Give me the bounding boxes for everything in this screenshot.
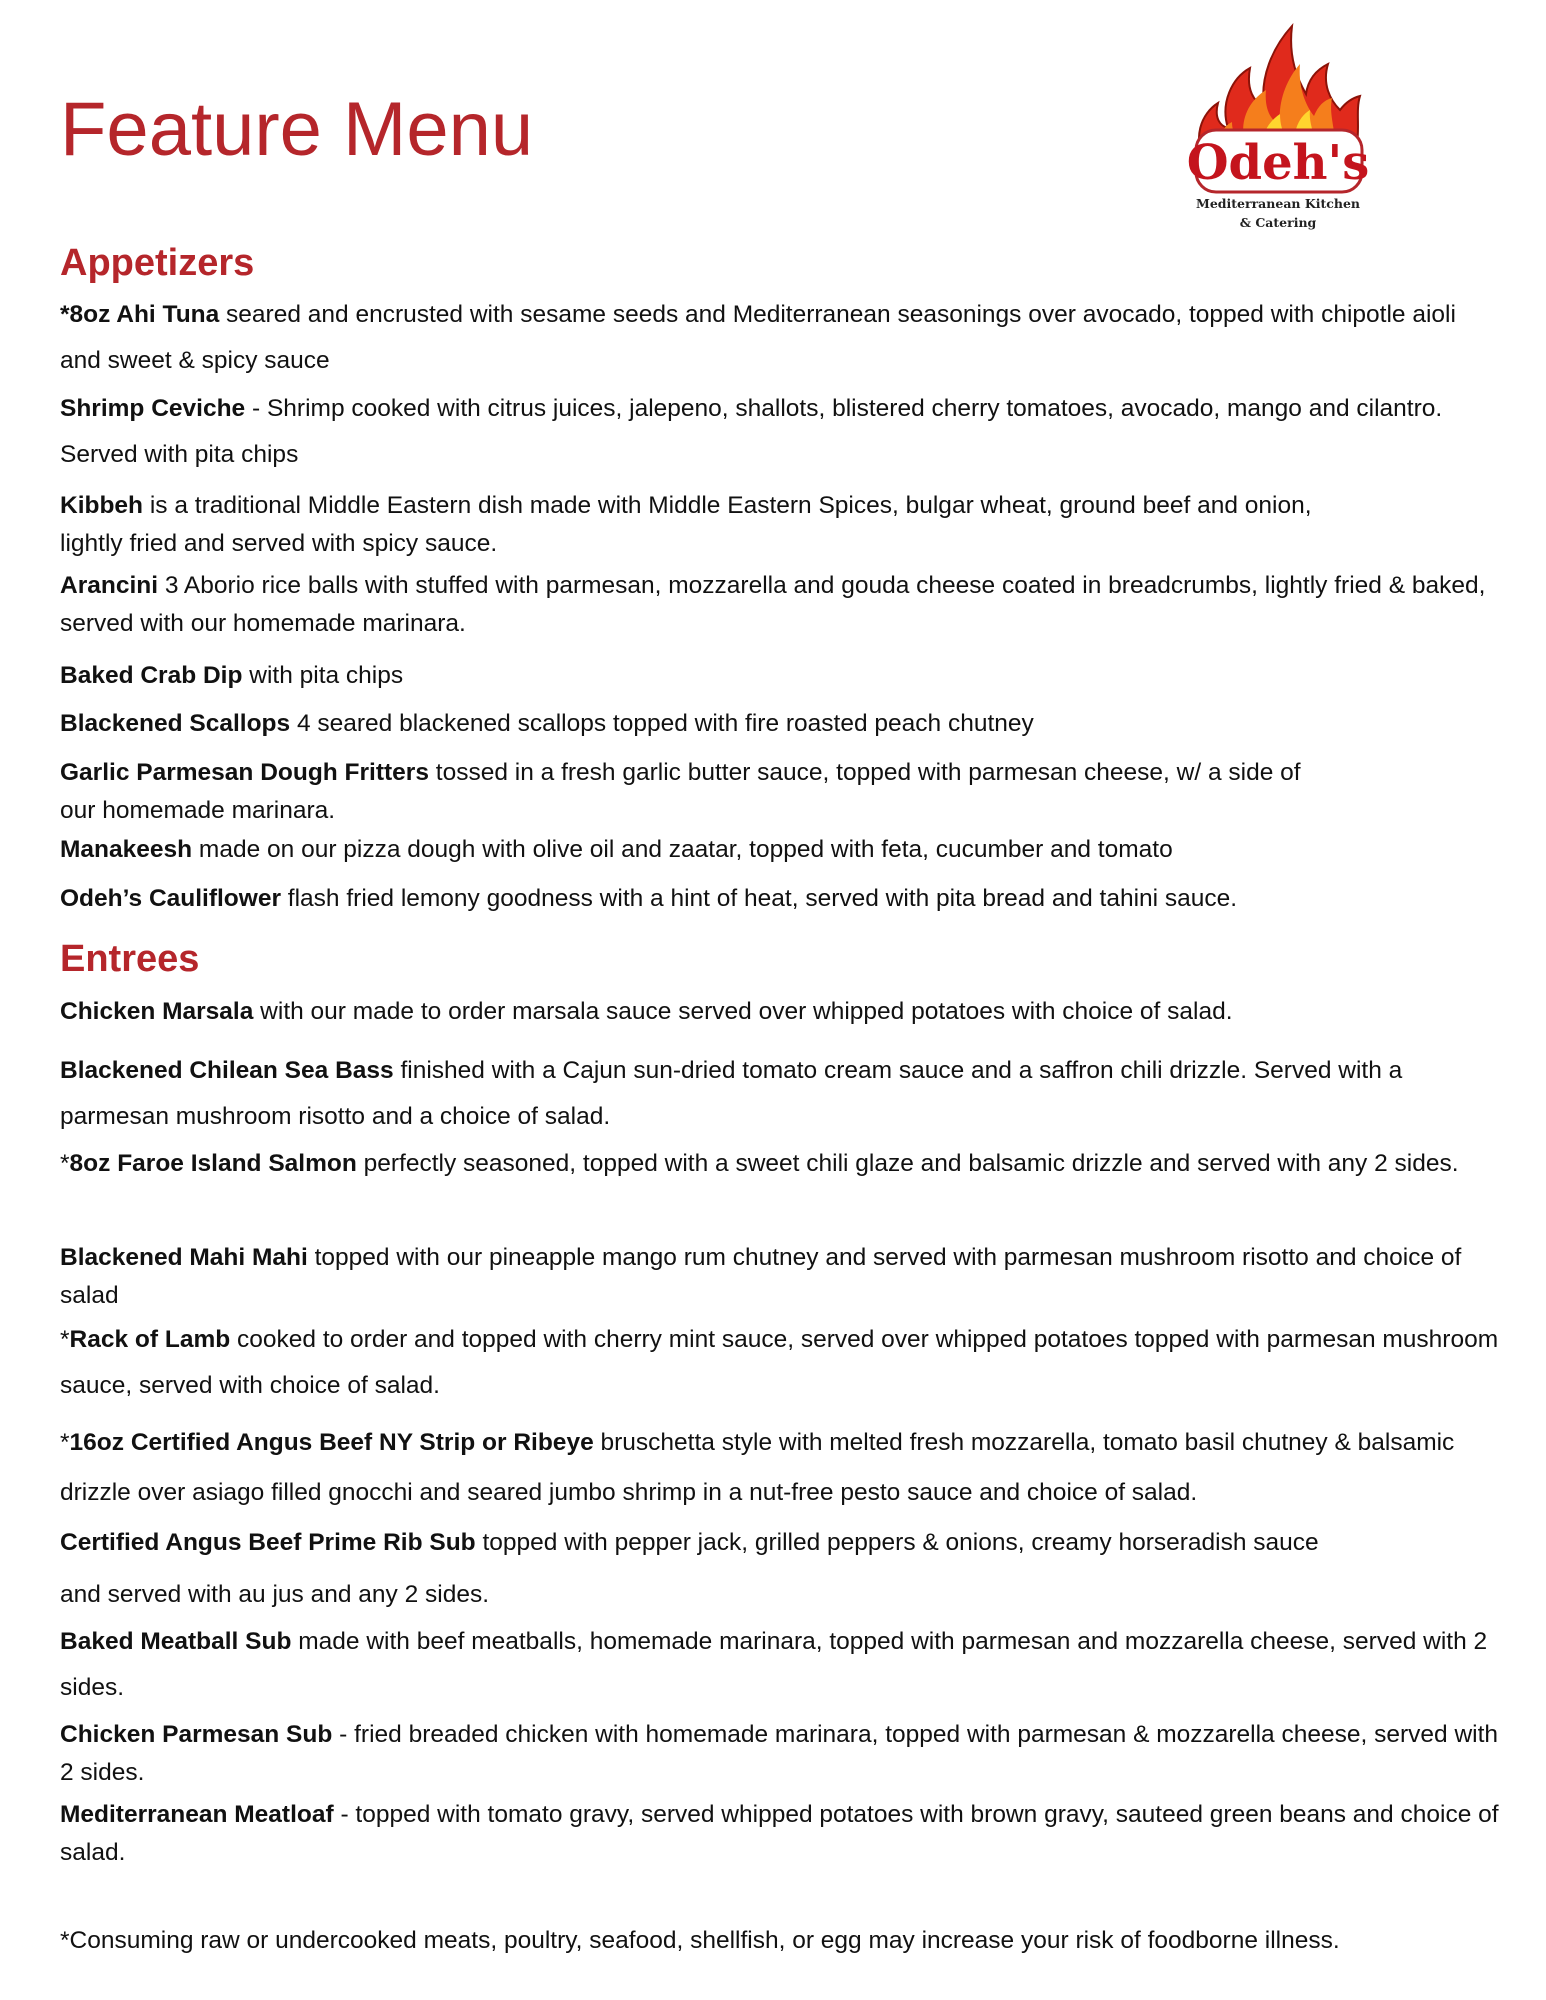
- menu-item-description: made on our pizza dough with olive oil and zaatar, topped with feta, cucumber and tomato: [192, 836, 1173, 863]
- odehs-logo: [1180, 18, 1376, 240]
- logo-tagline: Mediterranean Kitchen: [1196, 196, 1360, 211]
- menu-item-name: Baked Meatball Sub: [60, 1628, 292, 1655]
- menu-item-description: finished with a Cajun sun-dried tomato cream sauce and a saffron chili drizzle. Served with a parmesan mushroom risotto and a choice of salad.: [60, 1057, 1403, 1130]
- menu-item-name: Certified Angus Beef Prime Rib Sub: [60, 1529, 476, 1556]
- menu-item: [60, 386, 1500, 478]
- menu-item: [60, 1796, 1500, 1872]
- menu-item-description: - Shrimp cooked with citrus juices, jalepeno, shallots, blistered cherry tomatoes, avocado, mango and cilantro. Served with pita chips: [60, 395, 1443, 468]
- menu-item-description: - topped with tomato gravy, served whipped potatoes with brown gravy, sauteed green beans and choice of salad.: [60, 1801, 1499, 1866]
- menu-item: [60, 989, 1500, 1035]
- foodborne-illness-disclaimer: *Consuming raw or undercooked meats, poultry, seafood, shellfish, or egg may increase your risk of foodborne illness.: [60, 1927, 1340, 1954]
- menu-item-name: Mediterranean Meatloaf: [60, 1801, 334, 1828]
- menu-item: [60, 1418, 1500, 1518]
- menu-item-name: Manakeesh: [60, 836, 193, 863]
- page-title: Feature Menu: [60, 87, 534, 172]
- menu-item-name: Garlic Parmesan Dough Fritters: [60, 759, 429, 786]
- menu-item: [60, 567, 1500, 643]
- menu-item: [60, 1619, 1500, 1711]
- logo-wordmark: Odeh's: [1186, 135, 1370, 191]
- menu-item-description: 3 Aborio rice balls with stuffed with parmesan, mozzarella and gouda cheese coated in breadcrumbs, lightly fried & baked, served with our homemade marinara.: [60, 572, 1486, 637]
- menu-item-description: perfectly seasoned, topped with a sweet chili glaze and balsamic drizzle and served with any 2 sides.: [356, 1150, 1459, 1177]
- menu-item-name: Rack of Lamb: [69, 1326, 231, 1353]
- menu-item: [60, 701, 1500, 747]
- menu-item-name: Chicken Marsala: [60, 998, 254, 1025]
- menu-item-name: Blackened Scallops: [60, 710, 291, 737]
- menu-item-description: with our made to order marsala sauce served over whipped potatoes with choice of salad.: [253, 998, 1233, 1025]
- menu-item-description: seared and encrusted with sesame seeds and Mediterranean seasonings over avocado, topped with chipotle aioli and sweet & spicy sauce: [60, 301, 1456, 374]
- menu-item: [60, 754, 1320, 830]
- menu-item: [60, 1141, 1500, 1187]
- menu-item-name: Kibbeh: [60, 492, 144, 519]
- menu-item-description: topped with our pineapple mango rum chutney and served with parmesan mushroom risotto and choice of salad: [60, 1244, 1462, 1309]
- menu-item-name: Arancini: [60, 572, 159, 599]
- menu-item: [60, 827, 1500, 873]
- menu-item: [60, 1048, 1500, 1140]
- menu-item-name: Baked Crab Dip: [60, 662, 243, 689]
- menu-item: [60, 653, 1500, 699]
- menu-item-description: 4 seared blackened scallops topped with fire roasted peach chutney: [290, 710, 1034, 737]
- menu-item-name: 16oz Certified Angus Beef NY Strip or Ribeye: [69, 1429, 594, 1456]
- menu-item: [60, 1716, 1500, 1792]
- menu-item-prefix: *: [60, 1150, 70, 1177]
- menu-item-description: bruschetta style with melted fresh mozzarella, tomato basil chutney & balsamic drizzle over asiago filled gnocchi and seared jumbo shrimp in a nut-free pesto sauce and choice of salad.: [60, 1429, 1455, 1506]
- menu-item: [60, 1517, 1340, 1621]
- menu-item-name: Chicken Parmesan Sub: [60, 1721, 333, 1748]
- menu-item: [60, 1317, 1500, 1409]
- menu-item: [60, 487, 1320, 563]
- menu-item-name: 8oz Faroe Island Salmon: [69, 1150, 357, 1177]
- menu-item-description: is a traditional Middle Eastern dish made with Middle Eastern Spices, bulgar wheat, ground beef and onion, lightly fried and served with spicy sauce.: [60, 492, 1312, 557]
- section-heading-entrees: Entrees: [60, 938, 200, 980]
- menu-item-name: Blackened Mahi Mahi: [60, 1244, 308, 1271]
- menu-item: [60, 1239, 1500, 1315]
- menu-item: [60, 876, 1500, 922]
- menu-item-name: Odeh’s Cauliflower: [60, 885, 281, 912]
- menu-item-description: cooked to order and topped with cherry mint sauce, served over whipped potatoes topped with parmesan mushroom sauce, served with choice of salad.: [60, 1326, 1499, 1399]
- menu-item-prefix: *: [60, 1326, 70, 1353]
- menu-item-description: tossed in a fresh garlic butter sauce, topped with parmesan cheese, w/ a side of our homemade marinara.: [60, 759, 1301, 824]
- menu-item-description: made with beef meatballs, homemade marinara, topped with parmesan and mozzarella cheese, served with 2 sides.: [60, 1628, 1488, 1701]
- menu-item-prefix: *: [60, 1429, 70, 1456]
- menu-item-description: topped with pepper jack, grilled peppers & onions, creamy horseradish sauce and served with au jus and any 2 sides.: [60, 1529, 1319, 1608]
- logo-tagline: & Catering: [1239, 215, 1317, 230]
- menu-item-description: flash fried lemony goodness with a hint of heat, served with pita bread and tahini sauce.: [281, 885, 1238, 912]
- menu-item-name: Blackened Chilean Sea Bass: [60, 1057, 394, 1084]
- menu-item-description: - fried breaded chicken with homemade marinara, topped with parmesan & mozzarella cheese, served with 2 sides.: [60, 1721, 1499, 1786]
- section-heading-appetizers: Appetizers: [60, 242, 255, 284]
- menu-item-name: *8oz Ahi Tuna: [60, 301, 220, 328]
- menu-item-description: with pita chips: [242, 662, 404, 689]
- menu-item: [60, 292, 1500, 384]
- menu-item-name: Shrimp Ceviche: [60, 395, 246, 422]
